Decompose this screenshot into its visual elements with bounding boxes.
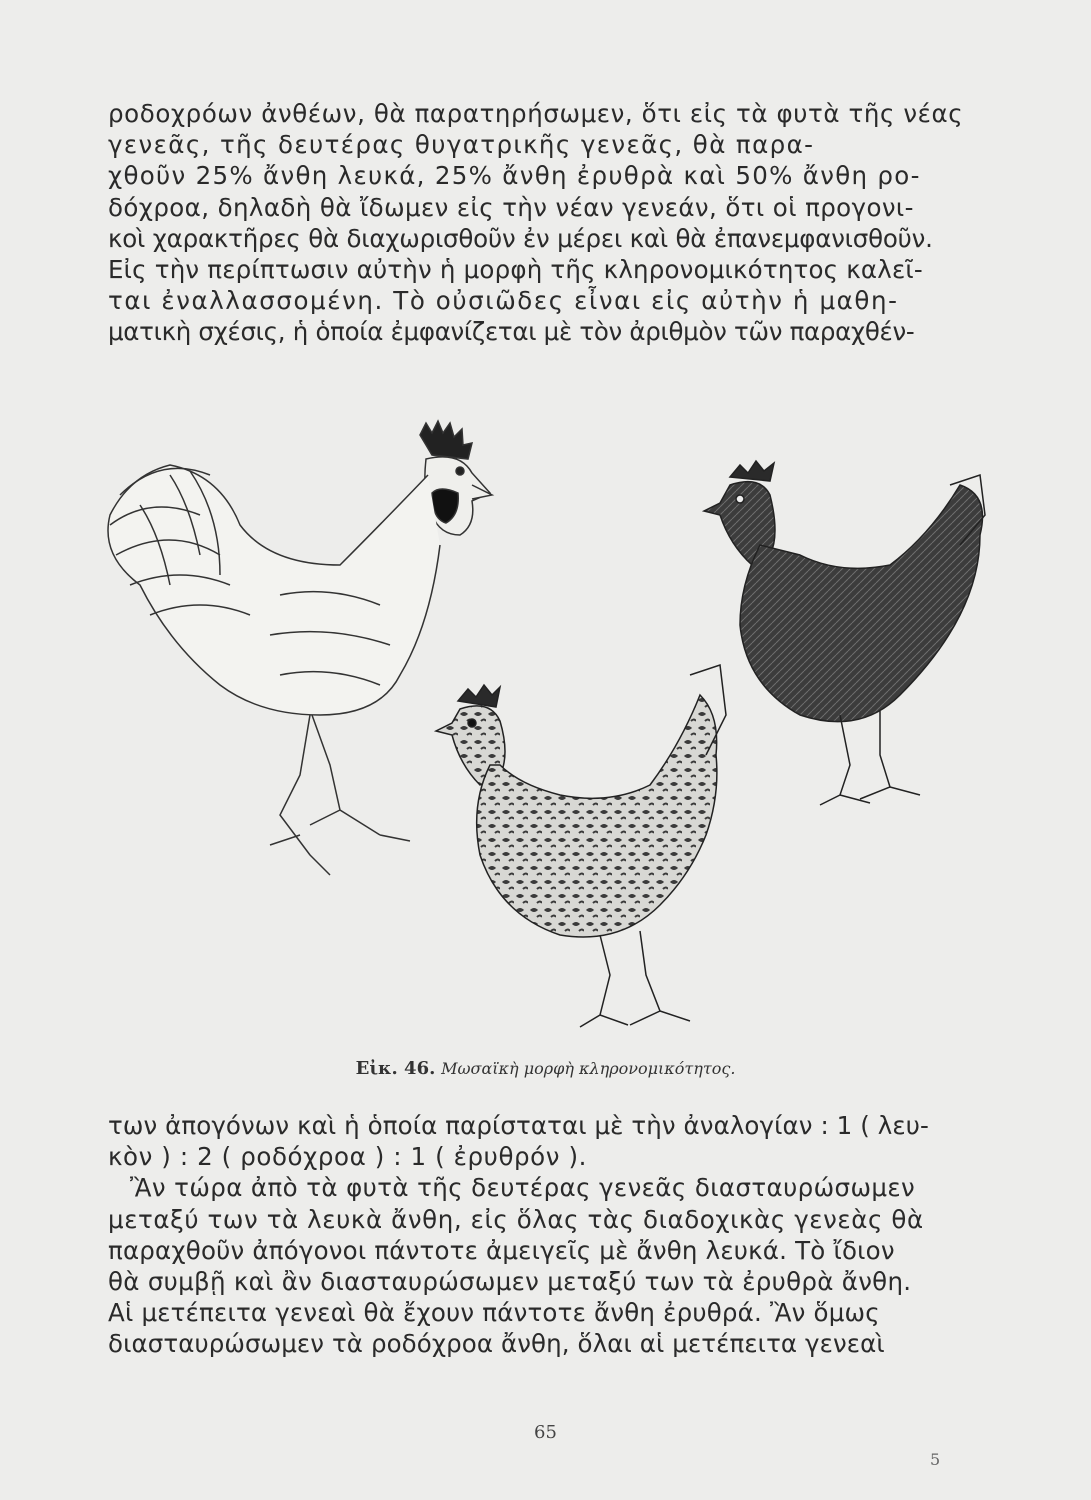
text-line: κοὶ χαρακτῆρες θὰ διαχωρισθοῦν ἐν μέρει καὶ θὰ ἐπανεμφανισθοῦν. (108, 223, 933, 253)
text-line: ματικὴ σχέσις, ἡ ὁποία ἐμφανίζεται μὲ τὸν ἀριθμὸν τῶν παραχθέν- (108, 317, 915, 347)
text-line: Εἰς τὴν περίπτωσιν αὐτὴν ἡ μορφὴ τῆς κληρονομικότητος καλεῖ- (108, 254, 923, 284)
text-line: μεταξύ των τὰ λευκὰ ἄνθη, εἰς ὅλας τὰς διαδοχικὰς γενεὰς θὰ (108, 1204, 924, 1234)
text-line: των ἀπογόνων καὶ ἡ ὁποία παρίσταται μὲ τὴν ἀναλογίαν : 1 ( λευ- (108, 1111, 929, 1140)
text-line: θὰ συμβῇ καὶ ἂν διασταυρώσωμεν μεταξύ των τὰ ἐρυθρὰ ἄνθη. (108, 1266, 912, 1296)
page-number: 65 (534, 1422, 557, 1443)
text-line: Ἂν τώρα ἀπὸ τὰ φυτὰ τῆς δευτέρας γενεᾶς διασταυρώσωμεν (130, 1173, 916, 1203)
speckled-hen (436, 665, 726, 1027)
dark-hen (704, 461, 985, 805)
text-line: χθοῦν 25% ἄνθη λευκά, 25% ἄνθη ἐρυθρὰ καὶ 50% ἄνθη ρο- (108, 161, 921, 191)
text-line: ροδοχρόων ἀνθέων, θὰ παρατηρήσωμεν, ὅτι εἰς τὰ φυτὰ τῆς νέας (108, 99, 964, 128)
text-line: κὸν ) : 2 ( ροδόχροα ) : 1 ( ἐρυθρόν ). (108, 1142, 587, 1172)
figure-chickens (80, 415, 1010, 1055)
text-line: παραχθοῦν ἀπόγονοι πάντοτε ἀμειγεῖς μὲ ἄνθη λευκά. Τὸ ἴδιον (108, 1235, 895, 1265)
text-line: γενεᾶς, τῆς δευτέρας θυγατρικῆς γενεᾶς, θὰ παρα- (108, 130, 815, 160)
figure-caption (0, 1058, 1091, 1079)
caption-text: Μωσαϊκὴ μορφὴ κληρονομικότητος. (441, 1059, 736, 1078)
paragraph-bottom (108, 1110, 980, 1360)
caption-number: Εἰκ. 46. (355, 1058, 436, 1079)
text-line: ται ἐναλλασσομένη. Τὸ οὐσιῶδες εἶναι εἰς αὐτὴν ἡ μαθη- (108, 286, 899, 316)
white-rooster (108, 421, 492, 875)
text-line: διασταυρώσωμεν τὰ ροδόχροα ἄνθη, ὅλαι αἱ μετέπειτα γενεαὶ (108, 1329, 885, 1359)
paragraph-top (108, 98, 980, 348)
signature-mark: 5 (930, 1450, 941, 1469)
text-line: Αἱ μετέπειτα γενεαὶ θὰ ἔχουν πάντοτε ἄνθη ἐρυθρά. Ἂν ὅμως (108, 1298, 880, 1328)
text-line: δόχροα, δηλαδὴ θὰ ἴδωμεν εἰς τὴν νέαν γενεάν, ὅτι οἱ προγονι- (108, 192, 914, 222)
